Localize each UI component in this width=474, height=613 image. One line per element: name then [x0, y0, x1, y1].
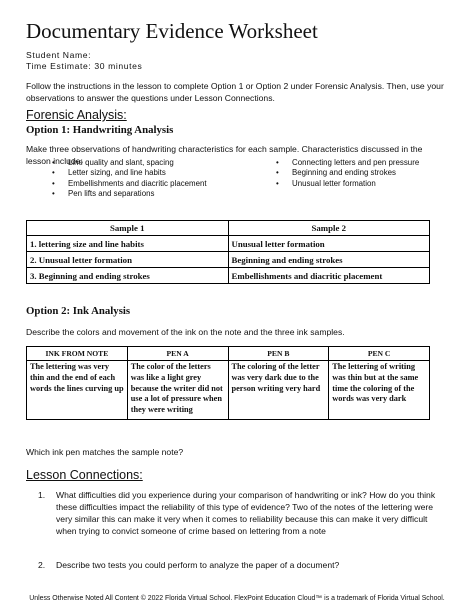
- student-name-label: Student Name:: [26, 50, 92, 60]
- list-item: • Line quality and slant, spacing: [52, 158, 207, 168]
- page-footer: Unless Otherwise Noted All Content © 2022 Florida Virtual School. FlexPoint Education Cloud™ is a trademark of Florida Virtual School.: [29, 595, 445, 602]
- option1-heading: Option 1: Handwriting Analysis: [26, 124, 174, 136]
- table-header-pen-b: PEN B: [228, 347, 329, 361]
- list-item: • Beginning and ending strokes: [276, 168, 419, 178]
- characteristics-list-right: [276, 158, 419, 189]
- ink-question: Which ink pen matches the sample note?: [26, 447, 184, 457]
- table-row: [27, 361, 430, 420]
- option2-instructions: Describe the colors and movement of the ink on the note and the three ink samples.: [26, 327, 345, 337]
- list-item: • Pen lifts and separations: [52, 189, 207, 199]
- question-text: Describe two tests you could perform to analyze the paper of a document?: [56, 560, 340, 570]
- handwriting-table: [26, 220, 430, 284]
- ink-table: [26, 346, 430, 420]
- table-header-ink-from-note: INK FROM NOTE: [27, 347, 128, 361]
- table-cell[interactable]: The color of the letters was like a light grey because the writer did not use a lot of pressure when they were writing: [127, 361, 228, 420]
- characteristics-list-left: [52, 158, 207, 199]
- table-cell[interactable]: The coloring of the letter was very dark due to the person writing very hard: [228, 361, 329, 420]
- table-cell[interactable]: 3. Beginning and ending strokes: [27, 268, 229, 284]
- table-cell[interactable]: 2. Unusual letter formation: [27, 252, 229, 268]
- option2-heading: Option 2: Ink Analysis: [26, 305, 131, 317]
- lesson-connections-heading: Lesson Connections:: [26, 468, 143, 482]
- list-item: • Embellishments and diacritic placement: [52, 179, 207, 189]
- table-cell[interactable]: The lettering was very thin and the end of each words the lines curving up: [27, 361, 128, 420]
- question-number: 2.: [38, 560, 46, 570]
- table-header-sample-1: Sample 1: [27, 221, 229, 236]
- table-row: [27, 268, 430, 284]
- table-header-sample-2: Sample 2: [228, 221, 430, 236]
- intro-paragraph: Follow the instructions in the lesson to complete Option 1 or Option 2 under Forensic Analysis. Then, use your observations to answer the questions under Lesson Connections.: [26, 81, 444, 103]
- option1-instructions: Make three observations of handwriting characteristics for each sample. Characteristics discussed in the lesson include:: [26, 144, 423, 166]
- table-row: [27, 252, 430, 268]
- table-cell[interactable]: Beginning and ending strokes: [228, 252, 430, 268]
- table-cell[interactable]: 1. lettering size and line habits: [27, 236, 229, 252]
- table-cell[interactable]: Unusual letter formation: [228, 236, 430, 252]
- time-estimate: Time Estimate: 30 minutes: [26, 61, 143, 71]
- page-title: Documentary Evidence Worksheet: [26, 19, 318, 43]
- table-header-pen-a: PEN A: [127, 347, 228, 361]
- table-row: [27, 236, 430, 252]
- question-number: 1.: [38, 490, 46, 500]
- forensic-analysis-heading: Forensic Analysis:: [26, 108, 127, 122]
- table-cell[interactable]: Embellishments and diacritic placement: [228, 268, 430, 284]
- table-header-pen-c: PEN C: [329, 347, 430, 361]
- list-item: • Connecting letters and pen pressure: [276, 158, 419, 168]
- list-item: • Letter sizing, and line habits: [52, 168, 207, 178]
- list-item: • Unusual letter formation: [276, 179, 419, 189]
- question-text: What difficulties did you experience during your comparison of handwriting or ink? How do you think these difficulties impact the reliability of this type of evidence? Two of the notes of the lettering were very similar this can make it very when it comes to reliability because this can make it very difficult when trying to convict someone of crime based on lettering from a note: [56, 490, 436, 536]
- table-cell[interactable]: The lettering of writing was thin but at the same time the coloring of the words was very dark: [329, 361, 430, 420]
